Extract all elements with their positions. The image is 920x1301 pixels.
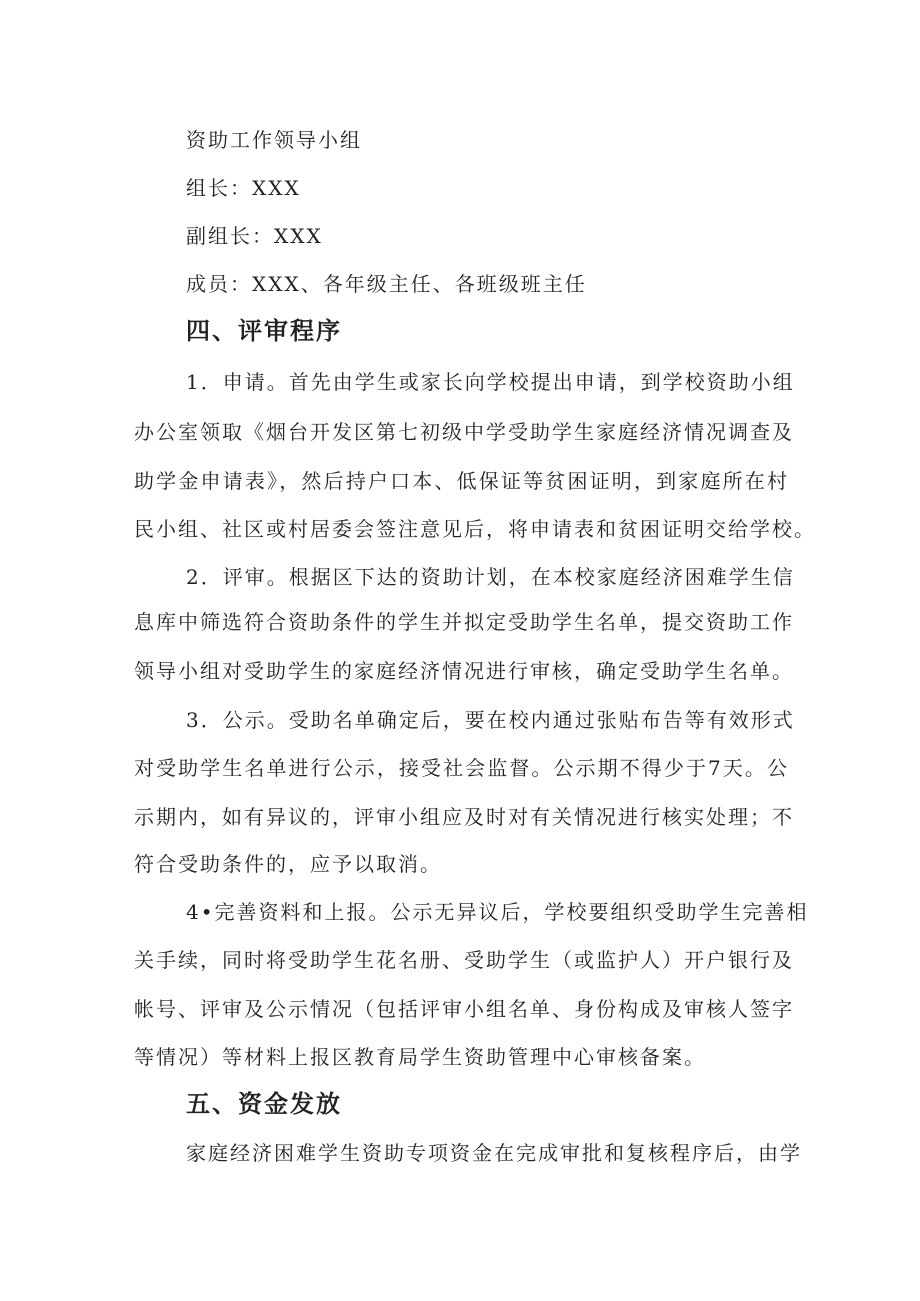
item3-line: 符合受助条件的，应予以取消。 <box>134 852 442 876</box>
item3-line: 对受助学生名单进行公示，接受社会监督。公示期不得少于7天。公 <box>134 756 789 780</box>
section4-heading: 四、评审程序 <box>186 317 342 345</box>
item2-line: 息库中筛选符合资助条件的学生并拟定受助学生名单，提交资助工作 <box>134 610 794 634</box>
item1-line: 助学金申请表》，然后持户口本、低保证等贫困证明，到家庭所在村 <box>134 469 789 493</box>
deputy-leader-line: 副组长：XXX <box>186 224 323 248</box>
group-leader-line: 组长：XXX <box>186 176 301 200</box>
item1-line: 办公室领取《烟台开发区第七初级中学受助学生家庭经济情况调查及 <box>134 420 794 444</box>
leadership-group-title: 资助工作领导小组 <box>186 128 362 152</box>
item4-line: 4•完善资料和上报。公示无异议后，学校要组织受助学生完善相 <box>186 900 809 924</box>
item1-line: 民小组、社区或村居委会签注意见后，将申请表和贫困证明交给学校。 <box>134 517 816 541</box>
item2-line: 领导小组对受助学生的家庭经济情况进行审核，确定受助学生名单。 <box>134 659 794 683</box>
item2-line: 2．评审。根据区下达的资助计划，在本校家庭经济困难学生信 <box>186 565 795 589</box>
item3-line: 3．公示。受助名单确定后，要在校内通过张贴布告等有效形式 <box>186 708 795 732</box>
section5-paragraph-line: 家庭经济困难学生资助专项资金在完成审批和复核程序后，由学 <box>186 1141 802 1165</box>
item4-line: 帐号、评审及公示情况（包括评审小组名单、身份构成及审核人签字 <box>134 997 794 1021</box>
item4-line: 等情况）等材料上报区教育局学生资助管理中心审核备案。 <box>134 1045 706 1069</box>
section5-heading: 五、资金发放 <box>186 1090 342 1118</box>
members-line: 成员：XXX、各年级主任、各班级班主任 <box>186 272 587 296</box>
item3-line: 示期内，如有异议的，评审小组应及时对有关情况进行核实处理；不 <box>134 805 794 829</box>
item4-line: 关手续，同时将受助学生花名册、受助学生（或监护人）开户银行及 <box>134 948 794 972</box>
item1-line: 1．申请。首先由学生或家长向学校提出申请，到学校资助小组 <box>186 370 795 394</box>
